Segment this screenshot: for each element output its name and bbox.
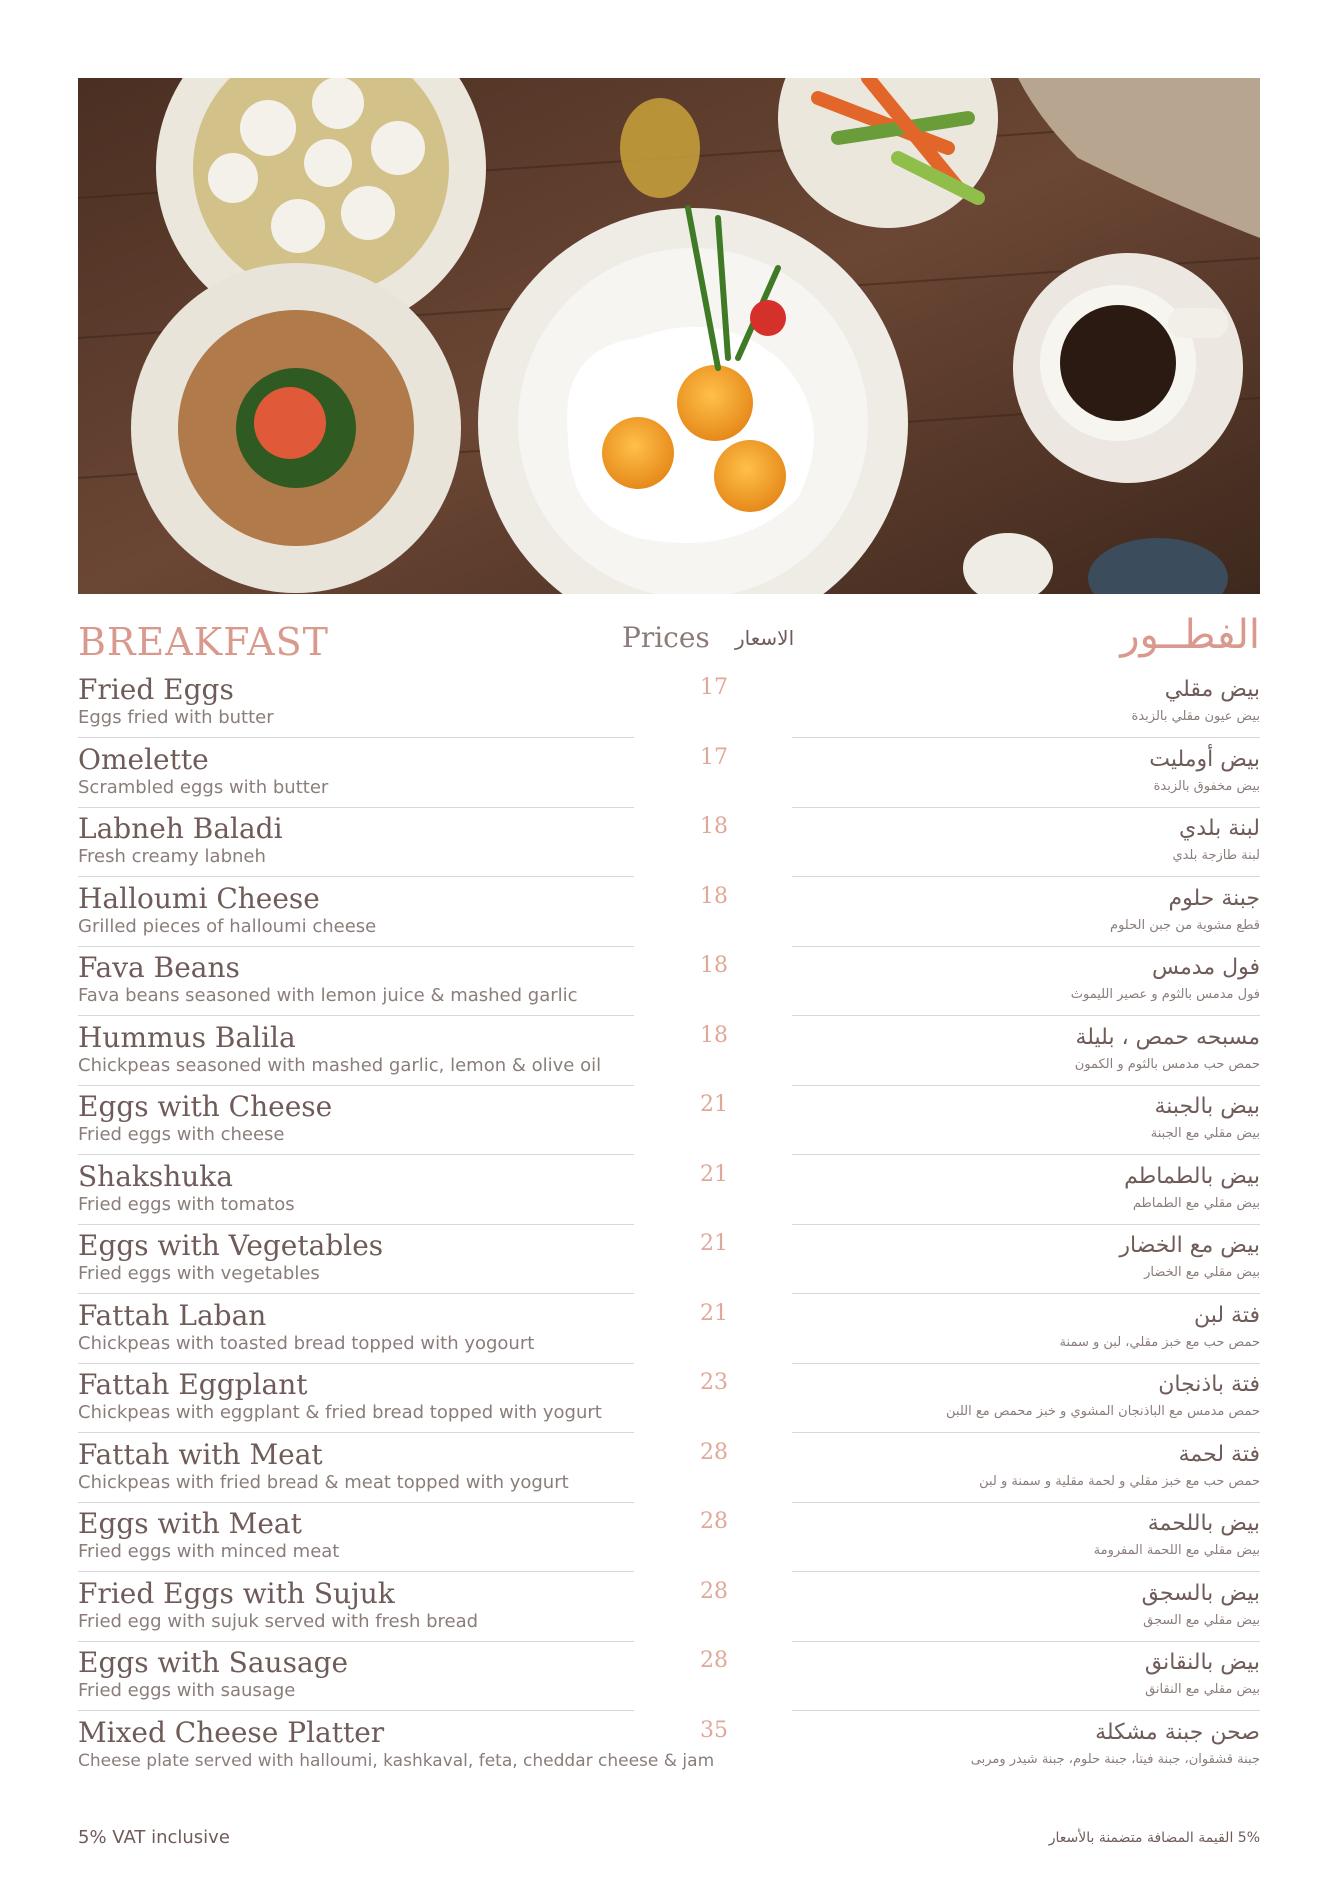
item-desc-en: Chickpeas seasoned with mashed garlic, lemon & olive oil <box>78 1054 602 1076</box>
item-desc-en: Fried eggs with minced meat <box>78 1541 340 1562</box>
item-name-ar: مسبحه حمص ، بليلة <box>1075 1024 1260 1050</box>
menu-item <box>0 951 1339 1021</box>
item-price: 18 <box>700 953 728 978</box>
item-desc-ar: بيض مقلي مع الطماطم <box>1132 1195 1260 1211</box>
menu-item <box>0 1299 1339 1369</box>
item-price: 18 <box>700 883 728 909</box>
item-name-ar: بيض أومليت <box>1149 746 1260 772</box>
item-desc-ar: حمص حب مدمس بالثوم و الكمون <box>1074 1056 1260 1072</box>
item-desc-en: Grilled pieces of halloumi cheese <box>78 915 377 937</box>
item-desc-ar: بيض مخفوق بالزبدة <box>1153 778 1260 794</box>
item-desc-en: Fried eggs with cheese <box>78 1124 285 1145</box>
menu-item <box>0 1507 1339 1577</box>
item-name-en: Halloumi Cheese <box>78 881 320 915</box>
item-desc-en: Fava beans seasoned with lemon juice & mashed garlic <box>78 985 578 1006</box>
item-price: 28 <box>700 1648 728 1673</box>
vat-note-ar: 5% القيمة المضافة متضمنة بالأسعار <box>1048 1830 1260 1846</box>
item-name-ar: فول مدمس <box>1151 955 1260 980</box>
item-desc-en: Chickpeas with eggplant & fried bread topped with yogurt <box>78 1402 602 1423</box>
section-title-en: BREAKFAST <box>78 620 329 664</box>
item-desc-ar: حمص حب مع خبز مقلي، لبن و سمنة <box>1059 1334 1260 1350</box>
section-title-ar: الفطــور <box>1120 612 1260 658</box>
menu-item <box>0 1646 1339 1716</box>
menu-list <box>0 673 1339 1785</box>
item-price: 23 <box>700 1370 728 1395</box>
item-name-en: Fattah Laban <box>78 1298 267 1332</box>
menu-item <box>0 1368 1339 1438</box>
item-name-ar: لبنة بلدي <box>1179 816 1260 841</box>
item-price: 28 <box>700 1578 728 1604</box>
item-desc-ar: قطع مشوية من جبن الحلوم <box>1110 917 1260 933</box>
menu-item <box>0 882 1339 952</box>
menu-item <box>0 1438 1339 1508</box>
item-desc-ar: بيض مقلي مع السجق <box>1143 1612 1260 1628</box>
item-desc-ar: بيض عيون مقلي بالزبدة <box>1131 709 1260 724</box>
item-name-en: Fava Beans <box>78 951 240 984</box>
item-name-ar: بيض مع الخضار <box>1119 1233 1260 1258</box>
item-price: 21 <box>700 1231 728 1256</box>
item-name-en: Fattah Eggplant <box>78 1368 308 1401</box>
item-name-en: Fattah with Meat <box>78 1437 323 1471</box>
item-name-en: Labneh Baladi <box>78 812 283 845</box>
menu-item <box>0 812 1339 882</box>
menu-item <box>0 743 1339 813</box>
prices-label-en: Prices <box>622 621 710 654</box>
item-price: 21 <box>700 1161 728 1187</box>
item-desc-ar: بيض مقلي مع النقانق <box>1145 1682 1260 1697</box>
item-price: 28 <box>700 1439 728 1465</box>
item-name-en: Fried Eggs <box>78 673 234 706</box>
item-price: 28 <box>700 1509 728 1534</box>
item-desc-ar: جبنة قشقوان، جبنة فيتا، جبنة حلوم، جبنة شيدر ومربى <box>970 1751 1260 1767</box>
item-name-ar: بيض بالجبنة <box>1154 1094 1260 1119</box>
item-name-ar: بيض بالسجق <box>1141 1580 1260 1606</box>
item-desc-ar: فول مدمس بالثوم و عصير الليموث <box>1070 987 1260 1002</box>
item-desc-ar: لبنة طازجة بلدي <box>1172 848 1260 863</box>
item-desc-en: Chickpeas with fried bread & meat topped with yogurt <box>78 1471 569 1493</box>
item-name-en: Hummus Balila <box>78 1020 296 1054</box>
item-desc-en: Eggs fried with butter <box>78 707 274 728</box>
item-name-ar: فتة لحمة <box>1178 1441 1260 1467</box>
item-name-en: Shakshuka <box>78 1159 233 1193</box>
menu-item <box>0 673 1339 743</box>
item-desc-ar: بيض مقلي مع الخضار <box>1144 1265 1260 1280</box>
item-name-en: Mixed Cheese Platter <box>78 1715 385 1749</box>
item-desc-en: Fried eggs with tomatos <box>78 1193 295 1215</box>
prices-label-ar: الاسعار <box>735 626 795 650</box>
item-desc-en: Cheese plate served with halloumi, kashkaval, feta, cheddar cheese & jam <box>78 1750 715 1771</box>
item-desc-en: Fried eggs with sausage <box>78 1680 296 1701</box>
item-desc-en: Fried eggs with vegetables <box>78 1263 320 1284</box>
item-price: 35 <box>700 1717 728 1743</box>
item-price: 17 <box>700 744 728 770</box>
item-price: 21 <box>700 1092 728 1117</box>
menu-item <box>0 1716 1339 1786</box>
breakfast-photo <box>78 78 1260 594</box>
item-desc-ar: بيض مقلي مع الجبنة <box>1150 1126 1260 1141</box>
item-desc-ar: حمص حب مع خبز مقلي و لحمة مقلية و سمنة و لبن <box>979 1473 1260 1489</box>
item-name-en: Eggs with Vegetables <box>78 1229 384 1262</box>
item-name-ar: بيض باللحمة <box>1147 1511 1260 1536</box>
item-name-en: Omelette <box>78 742 209 776</box>
item-name-en: Fried Eggs with Sujuk <box>78 1576 395 1610</box>
item-name-ar: بيض بالنقانق <box>1144 1650 1260 1675</box>
menu-item <box>0 1090 1339 1160</box>
item-desc-en: Fresh creamy labneh <box>78 846 266 867</box>
item-name-ar: صحن جبنة مشكلة <box>1095 1719 1260 1745</box>
item-name-ar: بيض بالطماطم <box>1124 1163 1260 1189</box>
item-name-en: Eggs with Cheese <box>78 1090 333 1123</box>
item-name-ar: جبنة حلوم <box>1168 885 1260 911</box>
item-desc-en: Scrambled eggs with butter <box>78 776 329 798</box>
item-price: 17 <box>700 675 728 700</box>
item-price: 18 <box>700 1022 728 1048</box>
item-desc-ar: بيض مقلي مع اللحمة المفرومة <box>1093 1543 1260 1558</box>
item-price: 21 <box>700 1300 728 1326</box>
menu-item <box>0 1021 1339 1091</box>
vat-note-en: 5% VAT inclusive <box>78 1827 230 1848</box>
menu-item <box>0 1160 1339 1230</box>
item-name-ar: بيض مقلي <box>1164 677 1260 702</box>
item-desc-en: Chickpeas with toasted bread topped with yogourt <box>78 1332 535 1354</box>
item-name-ar: فتة لبن <box>1193 1302 1260 1328</box>
item-name-en: Eggs with Meat <box>78 1507 302 1540</box>
item-name-ar: فتة باذنجان <box>1158 1372 1260 1397</box>
item-price: 18 <box>700 814 728 839</box>
item-name-en: Eggs with Sausage <box>78 1646 349 1679</box>
menu-item <box>0 1577 1339 1647</box>
item-desc-en: Fried egg with sujuk served with fresh bread <box>78 1610 479 1632</box>
item-desc-ar: حمص مدمس مع الباذنجان المشوي و خبز محمص مع اللبن <box>946 1404 1260 1419</box>
menu-item <box>0 1229 1339 1299</box>
